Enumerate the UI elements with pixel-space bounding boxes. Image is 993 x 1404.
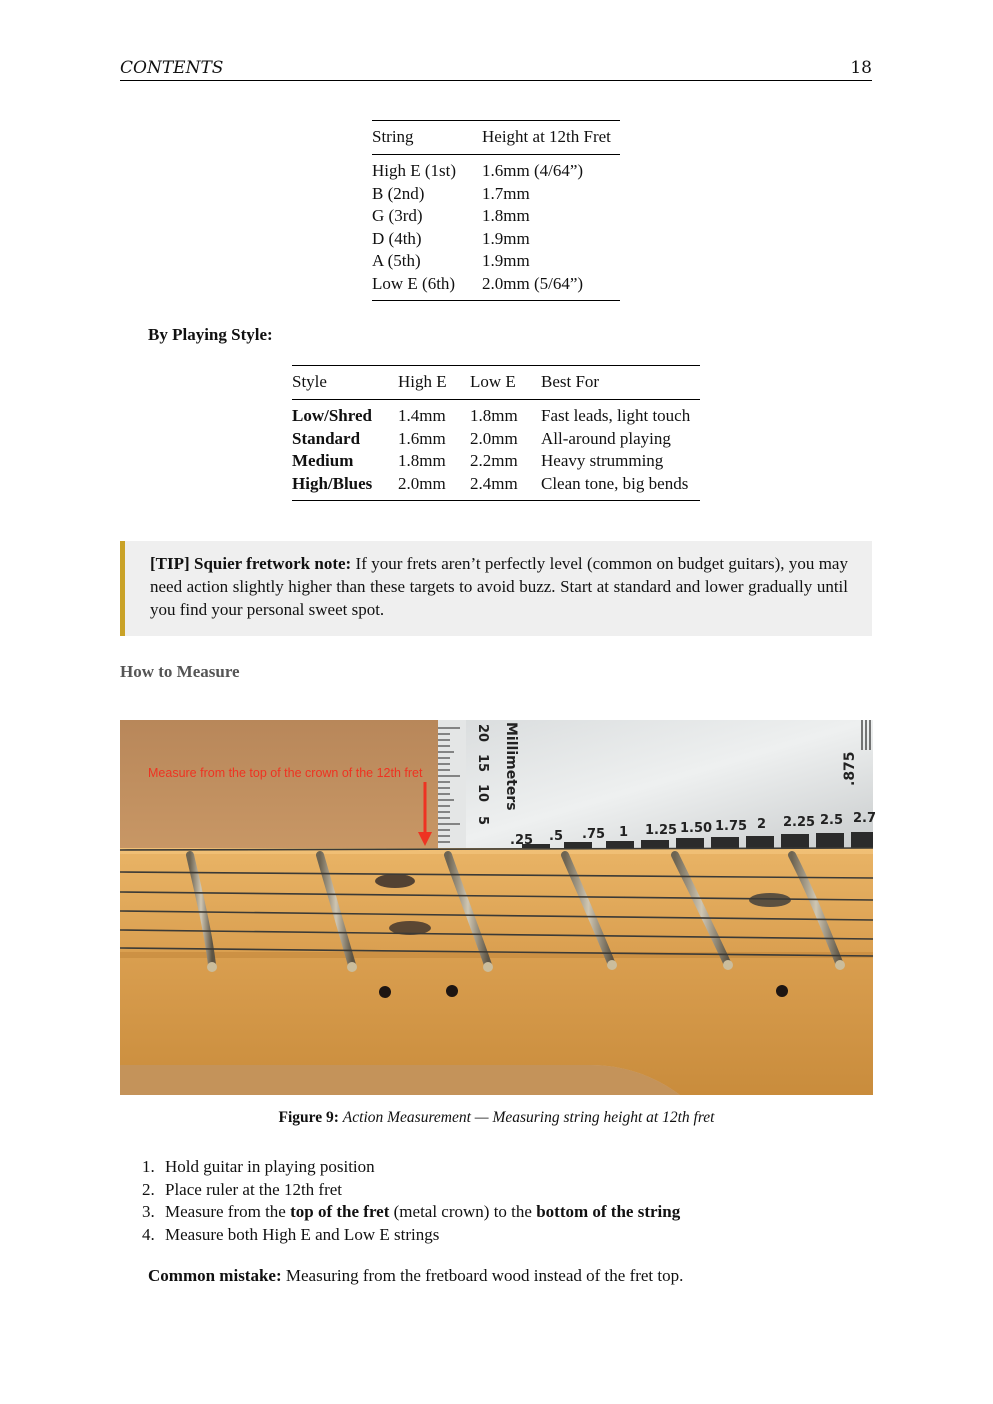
list-number: 1.: [142, 1157, 155, 1176]
table-cell: 2.0mm (5/64”): [482, 273, 584, 293]
step-text: Place ruler at the 12th fret: [165, 1179, 343, 1199]
table-row: [292, 450, 700, 473]
step-emphasis: top of the fret: [290, 1202, 390, 1221]
table-cell: Heavy strumming: [541, 451, 664, 470]
gauge-mark-label: 2.25: [783, 815, 816, 830]
figure-annotation: Measure from the top of the crown of the 12th fret: [148, 766, 423, 780]
table-header: Style: [292, 372, 327, 391]
table-cell: Low E (6th): [372, 273, 456, 293]
common-mistake-note: [148, 1266, 683, 1286]
step-text: Measure both High E and Low E strings: [165, 1224, 440, 1244]
table-row: [372, 155, 620, 183]
string-height-table: [372, 120, 620, 301]
table-cell: 2.2mm: [470, 451, 518, 470]
mistake-text: Measuring from the fretboard wood instead of the fret top.: [285, 1266, 684, 1285]
table-cell: 1.9mm: [482, 228, 530, 248]
table-cell: 2.0mm: [470, 428, 518, 448]
table-cell: G (3rd): [372, 206, 423, 225]
table-cell: D (4th): [372, 228, 422, 248]
table-cell: 1.8mm: [470, 406, 518, 425]
list-item: [120, 1224, 680, 1247]
step-emphasis: bottom of the string: [536, 1202, 681, 1221]
table-header: Best For: [541, 372, 600, 391]
page-number: 18: [850, 58, 872, 78]
gauge-mark-label: 2.5: [820, 813, 844, 828]
table-header: String: [372, 127, 414, 146]
playing-style-heading: By Playing Style:: [148, 325, 273, 344]
gauge-mark-label: 1.75: [715, 819, 748, 834]
table-row: [372, 205, 620, 228]
gauge-mark-label: .25: [510, 833, 534, 848]
ruler-mm-label: 15: [475, 754, 490, 773]
table-row: [292, 428, 700, 451]
gauge-mark-label: 2: [757, 817, 767, 832]
gauge-mark-label: .75: [582, 827, 606, 842]
table-header: Height at 12th Fret: [482, 127, 611, 146]
table-cell: 1.9mm: [482, 251, 530, 270]
table-header: Low E: [470, 372, 516, 391]
list-item: [120, 1201, 680, 1224]
table-cell: High E (1st): [372, 161, 457, 180]
table-cell: B (2nd): [372, 183, 425, 203]
list-number: 3.: [142, 1202, 155, 1221]
tip-text: If your frets aren’t perfectly level (common on budget guitars), you may need action slightly higher than these targets to avoid buzz. Start at standard and lower gradually until you find your personal sweet spot.: [150, 554, 848, 619]
table-cell: 1.4mm: [398, 406, 446, 425]
action-measurement-photo: [120, 720, 877, 1095]
running-head-section: CONTENTS: [120, 58, 224, 78]
table-row: [372, 228, 620, 251]
ruler-mm-label: 20: [475, 724, 490, 743]
table-cell: Clean tone, big bends: [541, 473, 689, 493]
ruler-mm-label: 10: [475, 784, 490, 803]
figure-caption-label: Figure 9:: [278, 1109, 339, 1126]
tip-label: [TIP] Squier fretwork note:: [150, 554, 352, 573]
table-cell: All-around playing: [541, 428, 671, 448]
photo-illustration: [120, 720, 877, 1095]
measure-heading: How to Measure: [120, 662, 240, 681]
list-number: 2.: [142, 1179, 155, 1199]
list-item: [120, 1156, 680, 1179]
table-cell: Fast leads, light touch: [541, 406, 691, 425]
table-cell: 1.7mm: [482, 183, 530, 203]
table-header: High E: [398, 372, 447, 391]
step-text: (metal crown) to the: [389, 1202, 537, 1221]
table-cell: Standard: [292, 428, 361, 448]
table-cell: 2.0mm: [398, 473, 446, 493]
running-head: [120, 58, 872, 81]
table-cell: 1.8mm: [482, 206, 530, 225]
table-cell: 2.4mm: [470, 473, 518, 493]
step-text: Measure from the: [165, 1202, 291, 1221]
step-text: Hold guitar in playing position: [165, 1157, 375, 1176]
figure-caption: [0, 1109, 993, 1127]
playing-style-table: [292, 365, 700, 501]
table-row: [292, 473, 700, 501]
table-row: [372, 183, 620, 206]
list-number: 4.: [142, 1224, 155, 1244]
measurement-steps: [120, 1156, 680, 1246]
table-row: [292, 400, 700, 428]
table-cell: Low/Shred: [292, 406, 372, 425]
table-row: [372, 250, 620, 273]
ruler-unit-label: Millimeters: [503, 722, 519, 811]
figure-caption-text: Action Measurement — Measuring string height at 12th fret: [342, 1109, 715, 1126]
ruler-mm-label: 5: [475, 816, 490, 826]
table-cell: 1.6mm: [398, 428, 446, 448]
gauge-mark-label: 1.25: [645, 823, 678, 838]
gauge-mark-label: 2.7: [853, 811, 877, 826]
table-cell: A (5th): [372, 251, 421, 270]
gauge-mark-label: 1: [619, 825, 629, 840]
tip-box: [120, 541, 872, 636]
table-cell: 1.6mm (4/64”): [482, 161, 584, 180]
table-cell: 1.8mm: [398, 451, 446, 470]
ruler-side-mark: .875: [842, 751, 858, 786]
table-row: [372, 273, 620, 301]
gauge-mark-label: 1.50: [680, 821, 713, 836]
table-cell: High/Blues: [292, 473, 373, 493]
table-cell: Medium: [292, 451, 354, 470]
mistake-label: Common mistake:: [148, 1266, 282, 1285]
gauge-mark-label: .5: [549, 829, 563, 844]
list-item: [120, 1179, 680, 1202]
